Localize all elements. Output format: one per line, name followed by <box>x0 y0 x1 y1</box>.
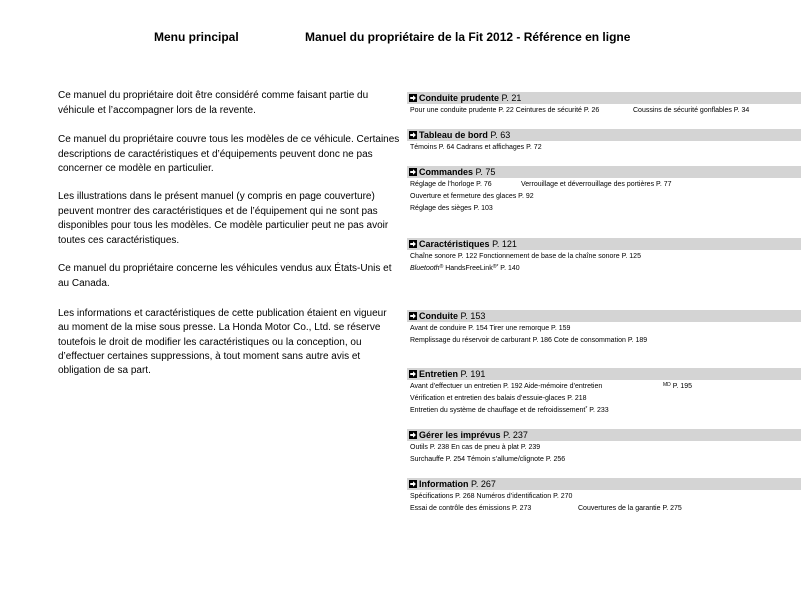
link-label: Coussins de sécurité gonflables <box>633 107 732 114</box>
toc-line <box>407 442 801 454</box>
section-heading <box>419 368 485 380</box>
link-page: P. 218 <box>567 395 587 402</box>
section-heading <box>419 429 528 441</box>
toc-link[interactable] <box>410 193 534 200</box>
text-line: Les informations et caractéristiques de cette publication étaient en vigueur <box>58 308 387 319</box>
toc-link[interactable] <box>476 493 572 500</box>
link-brand: Bluetooth <box>410 265 440 272</box>
link-page: P. 140 <box>500 265 520 272</box>
toc-link[interactable] <box>410 107 514 114</box>
toc-line <box>407 381 801 393</box>
text-line: véhicule et l’accompagner lors de la revente. <box>58 104 256 116</box>
section-title: Caractéristiques <box>419 239 490 249</box>
link-label: Remplissage du réservoir de carburant <box>410 337 531 344</box>
link-page: P. 239 <box>520 444 541 451</box>
section-items <box>407 323 801 347</box>
link-label: Témoin s’allume/clignote <box>466 456 544 463</box>
link-label: Fonctionnement de base de la chaîne sonore <box>479 253 620 260</box>
toc-section-information <box>407 478 801 515</box>
text-line: Ce manuel du propriétaire couvre tous les modèles de ce véhicule. Certaines <box>58 134 400 145</box>
intro-paragraph <box>58 262 392 291</box>
toc-link[interactable] <box>633 105 749 117</box>
link-label: En cas de pneu à plat <box>451 444 519 451</box>
link-page: P. 92 <box>518 193 534 200</box>
link-page: P. 233 <box>589 407 609 414</box>
section-link-conduite[interactable] <box>407 310 801 322</box>
toc-link[interactable] <box>554 337 647 344</box>
toc-line <box>407 405 801 417</box>
toc-line <box>407 393 801 405</box>
section-page: P. 75 <box>475 167 496 177</box>
section-items <box>407 491 801 515</box>
link-label: Entretien du système de chauffage et de refroidissement <box>410 407 586 414</box>
section-title: Information <box>419 479 469 489</box>
link-label: Verrouillage et déverrouillage des portières <box>521 181 655 188</box>
section-title: Conduite prudente <box>419 93 499 103</box>
section-items <box>407 142 801 154</box>
arrow-right-icon <box>409 240 417 248</box>
toc-link[interactable] <box>410 144 454 151</box>
link-page: P. 77 <box>656 181 672 188</box>
toc-line <box>407 491 801 503</box>
link-page: P. 189 <box>627 337 648 344</box>
toc-link[interactable] <box>578 503 682 515</box>
section-page: P. 153 <box>460 311 486 321</box>
section-page: P. 121 <box>492 239 517 249</box>
section-title: Tableau de bord <box>419 130 488 140</box>
link-label: HandsFreeLink <box>445 265 493 272</box>
trademark-mark: MD <box>663 382 671 388</box>
link-label: Témoins <box>410 144 437 151</box>
section-items <box>407 105 801 117</box>
section-link-tableau-de-bord[interactable] <box>407 129 801 141</box>
link-label: Avant de conduire <box>410 325 467 332</box>
section-heading <box>419 92 521 104</box>
section-link-information[interactable] <box>407 478 801 490</box>
footnote-mark: * <box>496 264 499 270</box>
section-page: P. 21 <box>501 93 522 103</box>
toc-link[interactable] <box>410 383 523 390</box>
section-title: Commandes <box>419 167 474 177</box>
toc-line <box>407 503 801 515</box>
section-heading <box>419 166 495 178</box>
toc-link[interactable] <box>410 337 552 344</box>
link-page: P. 103 <box>473 205 493 212</box>
toc-link[interactable] <box>410 325 488 332</box>
link-label: Vérification et entretien des balais d’essuie-glaces <box>410 395 566 402</box>
toc-link[interactable] <box>410 205 493 212</box>
link-page: P. 72 <box>526 144 542 151</box>
link-page: P. 195 <box>672 383 693 390</box>
link-page: P. 186 <box>532 337 552 344</box>
toc-link[interactable] <box>410 395 587 402</box>
section-items <box>407 442 801 466</box>
toc-link[interactable] <box>479 253 641 260</box>
link-page: P. 273 <box>511 505 532 512</box>
section-link-caracteristiques[interactable] <box>407 238 801 250</box>
section-link-gerer-les-imprevus[interactable] <box>407 429 801 441</box>
link-page: P. 268 <box>455 493 475 500</box>
link-page: P. 238 <box>429 444 450 451</box>
link-label: Tirer une remorque <box>489 325 550 332</box>
text-line: toutefois le droit de modifier les caractéristiques ou la conception, ou <box>58 336 362 348</box>
link-label: Ouverture et fermeture des glaces <box>410 193 517 200</box>
toc-link[interactable] <box>521 179 672 191</box>
section-heading <box>419 238 517 250</box>
section-title: Conduite <box>419 311 458 321</box>
toc-link[interactable] <box>410 493 475 500</box>
toc-section-commandes <box>407 166 801 215</box>
intro-paragraph <box>58 89 368 118</box>
section-heading <box>419 478 496 490</box>
arrow-right-icon <box>409 131 417 139</box>
arrow-right-icon <box>409 480 417 488</box>
link-page: P. 159 <box>551 325 571 332</box>
toc-line <box>407 251 801 263</box>
section-heading <box>419 129 510 141</box>
intro-paragraph <box>58 190 388 248</box>
text-line: disponibles pour tous les modèles. Ce modèle particulier peut ne pas avoir <box>58 220 389 231</box>
toc-link[interactable] <box>489 325 570 332</box>
arrow-right-icon <box>409 94 417 102</box>
arrow-right-icon <box>409 168 417 176</box>
footnote-mark: * <box>585 406 588 412</box>
toc-link[interactable] <box>451 444 540 451</box>
toc-line <box>407 454 801 466</box>
toc-link[interactable] <box>410 505 531 512</box>
text-line: Ce manuel du propriétaire concerne les véhicules vendus aux États-Unis et <box>58 263 392 274</box>
text-line: au Canada. <box>58 277 110 289</box>
text-line: peuvent montrer des caractéristiques et de l’équipement qui ne sont pas <box>58 205 378 217</box>
section-items <box>407 179 801 215</box>
text-line: au moment de la mise sous presse. La Honda Motor Co., Ltd. se réserve <box>58 322 381 334</box>
section-title: Gérer les imprévus <box>419 430 501 440</box>
link-label: Couvertures de la garantie <box>578 505 661 512</box>
toc-link[interactable] <box>410 407 609 414</box>
text-line: toutes ces caractéristiques. <box>58 234 180 246</box>
link-page: P. 154 <box>468 325 488 332</box>
link-page: P. 192 <box>503 383 523 390</box>
toc-link[interactable] <box>410 456 465 463</box>
section-page: P. 191 <box>460 369 486 379</box>
text-line: d’effectuer certaines suppressions, à tout moment sans autre avis et <box>58 350 361 362</box>
intro-paragraph <box>58 307 387 378</box>
toc-line <box>407 179 801 191</box>
link-label: Surchauffe <box>410 456 444 463</box>
link-label: Aide-mémoire d’entretien <box>524 383 603 390</box>
section-heading <box>419 310 485 322</box>
text-line: concerner ce modèle en particulier. <box>58 163 214 174</box>
section-title: Entretien <box>419 369 459 379</box>
link-label: Réglage de l’horloge <box>410 181 475 188</box>
link-page: P. 26 <box>583 107 600 114</box>
toc-line <box>407 142 801 154</box>
arrow-right-icon <box>409 370 417 378</box>
text-line: Les illustrations dans le présent manuel (y compris en page couverture) <box>58 191 375 202</box>
link-label: Outils <box>410 444 428 451</box>
link-label: Pour une conduite prudente <box>410 107 497 114</box>
intro-paragraph <box>58 133 399 177</box>
manual-title: Manuel du propriétaire de la Fit 2012 - Référence en ligne <box>305 30 631 44</box>
toc-section-conduite-prudente <box>407 92 801 117</box>
toc-link[interactable] <box>524 382 693 390</box>
toc-link[interactable] <box>516 107 600 114</box>
section-link-commandes[interactable] <box>407 166 801 178</box>
toc-line <box>407 191 801 203</box>
link-label: Numéros d’identification <box>476 493 552 500</box>
link-page: P. 270 <box>553 493 573 500</box>
arrow-right-icon <box>409 312 417 320</box>
link-label: Cadrans et affichages <box>456 144 525 151</box>
section-page: P. 267 <box>471 479 496 489</box>
arrow-right-icon <box>409 431 417 439</box>
trademark-mark: ® <box>439 264 444 270</box>
link-page: P. 64 <box>438 144 455 151</box>
link-label: Essai de contrôle des émissions <box>410 505 510 512</box>
toc-link[interactable] <box>456 144 541 151</box>
section-items <box>407 381 801 417</box>
toc-link[interactable] <box>410 253 477 260</box>
section-items <box>407 251 801 275</box>
link-page: P. 122 <box>457 253 478 260</box>
link-label: Ceintures de sécurité <box>515 107 582 114</box>
link-page: P. 76 <box>476 181 492 188</box>
section-link-conduite-prudente[interactable] <box>407 92 801 104</box>
link-label: Réglage des sièges <box>410 205 472 212</box>
section-link-entretien[interactable] <box>407 368 801 380</box>
link-page: P. 34 <box>733 107 750 114</box>
text-line: Ce manuel du propriétaire doit être considéré comme faisant partie du <box>58 90 369 101</box>
toc-line <box>407 323 801 335</box>
text-line: obligation de sa part. <box>58 365 151 377</box>
section-page: P. 237 <box>503 430 528 440</box>
link-label: Cote de consommation <box>553 337 626 344</box>
link-page: P. 254 <box>445 456 466 463</box>
toc-link[interactable] <box>410 444 449 451</box>
toc-link[interactable] <box>410 181 492 188</box>
toc-link[interactable] <box>467 456 565 463</box>
link-suffix <box>663 381 692 393</box>
toc-section-entretien <box>407 368 801 417</box>
toc-line <box>407 203 801 215</box>
section-page: P. 63 <box>490 130 511 140</box>
toc-line <box>407 105 801 117</box>
toc-section-tableau-de-bord <box>407 129 801 154</box>
link-page: P. 125 <box>621 253 641 260</box>
link-page: P. 256 <box>545 456 566 463</box>
toc-section-conduite <box>407 310 801 347</box>
toc-section-gerer-les-imprevus <box>407 429 801 466</box>
link-label: Spécifications <box>410 493 454 500</box>
toc-link[interactable] <box>410 265 520 272</box>
link-page: P. 275 <box>662 505 682 512</box>
link-label: Chaîne sonore <box>410 253 456 260</box>
link-label: Avant d’effectuer un entretien <box>410 383 502 390</box>
link-page: P. 22 <box>498 107 514 114</box>
toc-line <box>407 263 801 275</box>
main-menu-link[interactable]: Menu principal <box>154 30 239 44</box>
toc-line <box>407 335 801 347</box>
text-line: descriptions de caractéristiques et d’équipements peuvent donc ne pas <box>58 148 373 160</box>
trademark-mark: ® <box>492 264 497 270</box>
toc-section-caracteristiques <box>407 238 801 275</box>
